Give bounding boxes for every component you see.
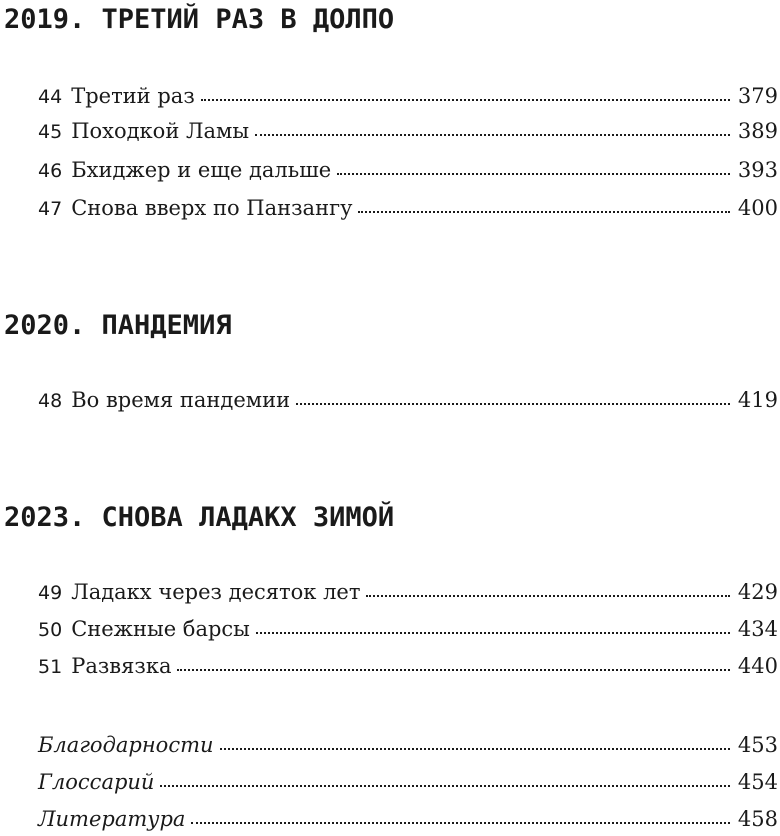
toc-entry-glossary[interactable] — [38, 772, 778, 793]
toc-entry-acknowledgements[interactable] — [38, 735, 778, 756]
page-number: 440 — [737, 654, 778, 678]
dot-leader — [296, 403, 730, 405]
back-matter-title: Литература — [38, 807, 186, 831]
dot-leader — [191, 822, 729, 824]
chapter-number: 44 — [38, 86, 63, 108]
page-number: 389 — [737, 119, 778, 143]
chapter-title: Развязка — [71, 654, 172, 678]
chapter-number: 48 — [38, 390, 63, 412]
page-number: 393 — [737, 158, 778, 182]
chapter-number: 45 — [38, 121, 63, 143]
toc-entry-51[interactable] — [38, 656, 778, 677]
dot-leader — [358, 211, 729, 213]
section-title-2019: 2019. ТРЕТИЙ РАЗ В ДОЛПО — [4, 4, 395, 35]
page-number: 458 — [737, 807, 778, 831]
back-matter-title: Глоссарий — [38, 770, 155, 794]
toc-entry-45[interactable] — [38, 121, 778, 142]
dot-leader — [201, 99, 730, 101]
page-number: 419 — [737, 388, 778, 412]
dot-leader — [255, 134, 730, 136]
dot-leader — [337, 173, 730, 175]
toc-entry-44[interactable] — [38, 86, 778, 107]
page-number: 453 — [737, 733, 778, 757]
section-title-2020: 2020. ПАНДЕМИЯ — [4, 310, 232, 341]
chapter-title: Снова вверх по Панзангу — [71, 196, 353, 220]
section-title-2023: 2023. СНОВА ЛАДАКХ ЗИМОЙ — [4, 502, 395, 533]
chapter-number: 51 — [38, 656, 63, 678]
chapter-number: 46 — [38, 160, 63, 182]
dot-leader — [256, 632, 730, 634]
chapter-title: Во время пандемии — [71, 388, 291, 412]
toc-entry-47[interactable] — [38, 198, 778, 219]
dot-leader — [220, 748, 730, 750]
toc-entry-bibliography[interactable] — [38, 809, 778, 830]
page-number: 400 — [737, 196, 778, 220]
dot-leader — [160, 785, 729, 787]
toc-entry-48[interactable] — [38, 390, 778, 411]
back-matter-title: Благодарности — [38, 733, 214, 757]
toc-entry-50[interactable] — [38, 619, 778, 640]
chapter-title: Походкой Ламы — [71, 119, 250, 143]
chapter-number: 50 — [38, 619, 63, 641]
page-number: 429 — [737, 580, 778, 604]
chapter-title: Ладакх через десяток лет — [71, 580, 361, 604]
page-number: 454 — [737, 770, 778, 794]
chapter-number: 47 — [38, 198, 63, 220]
chapter-title: Снежные барсы — [71, 617, 250, 641]
page-number: 434 — [737, 617, 778, 641]
toc-entry-49[interactable] — [38, 582, 778, 603]
chapter-number: 49 — [38, 582, 63, 604]
page-number: 379 — [737, 84, 778, 108]
chapter-title: Третий раз — [71, 84, 195, 108]
dot-leader — [366, 595, 729, 597]
dot-leader — [177, 669, 729, 671]
toc-entry-46[interactable] — [38, 160, 778, 181]
chapter-title: Бхиджер и еще дальше — [71, 158, 332, 182]
